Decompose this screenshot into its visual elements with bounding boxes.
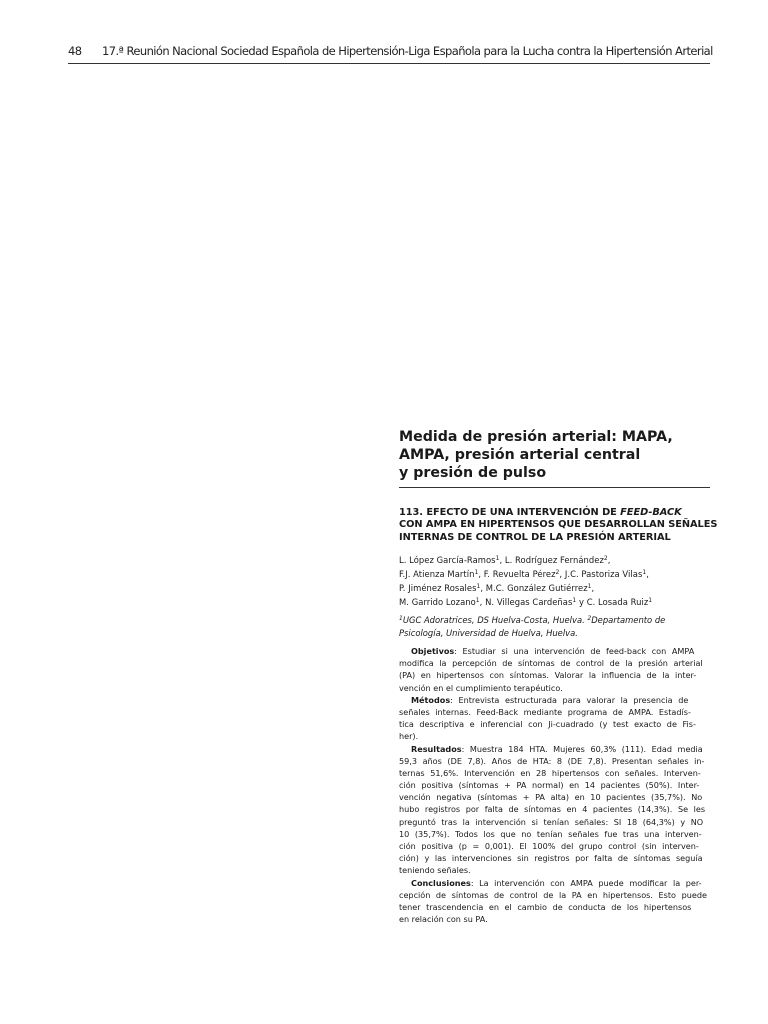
- body-line: [399, 718, 710, 730]
- abstract-title-text: CON AMPA EN HIPERTENSOS QUE DESARROLLAN SEÑALES: [399, 519, 718, 531]
- affiliation-marker: 1: [642, 569, 647, 576]
- header-rule: [68, 63, 710, 64]
- author-name: , J.C. Pastoriza Vilas: [559, 569, 643, 579]
- author-name: , N. Villegas Cardeñas: [479, 597, 573, 607]
- body-line: [399, 864, 710, 876]
- affiliation-marker: 1: [648, 597, 653, 604]
- author-line: [399, 567, 710, 581]
- body-text: vención negativa (síntomas + PA alta) en 10 pacientes (35,7%). No: [399, 792, 703, 803]
- affiliation-marker: 2: [587, 615, 592, 622]
- body-line: [399, 779, 710, 791]
- body-line: [399, 852, 710, 864]
- body-line: [399, 803, 710, 815]
- body-text: ción) y las intervenciones sin registros por falta de síntomas seguía: [399, 853, 703, 864]
- body-text: señales internas. Feed-Back mediante programa de AMPA. Estadís-: [399, 706, 691, 717]
- body-line: [399, 901, 710, 913]
- section-title-line: y presión de pulso: [399, 465, 547, 481]
- affiliation-marker: 1: [572, 597, 577, 604]
- section-title-line: Medida de presión arterial: MAPA,: [399, 429, 673, 445]
- body-text: 59,3 años (DE 7,8). Años de HTA: 8 (DE 7,8). Presentan señales in-: [399, 755, 705, 766]
- body-line: [399, 682, 710, 694]
- body-text: modifica la percepción de síntomas de control de la presión arterial: [399, 658, 703, 669]
- body-line: [399, 657, 710, 669]
- abstract-title-text: INTERNAS DE CONTROL DE LA PRESIÓN ARTERIAL: [399, 531, 671, 543]
- body-text: cepción de síntomas de control de la PA en hipertensos. Esto puede: [399, 889, 707, 900]
- author-name: P. Jiménez Rosales: [399, 583, 477, 593]
- section-title-line: AMPA, presión arterial central: [399, 447, 641, 463]
- body-text: hubo registros por falta de síntomas en 4 pacientes (14,3%). Se les: [399, 804, 706, 815]
- affiliation-text: Psicología, Universidad de Huelva, Huelva.: [399, 627, 578, 638]
- body-line: [399, 877, 710, 889]
- running-title: 17.ª Reunión Nacional Sociedad Española de Hipertensión-Liga Española para la Lucha contra la Hipertensión Arterial: [102, 44, 713, 58]
- affiliation-marker: 1: [474, 569, 479, 576]
- body-text: teniendo señales.: [399, 865, 471, 876]
- body-line: [399, 791, 710, 803]
- author-name: , F. Revuelta Pérez: [478, 569, 556, 579]
- abstract-title-text: 113. EFECTO DE UNA INTERVENCIÓN DE: [399, 507, 621, 518]
- body-text: en relación con su PA.: [399, 914, 488, 925]
- affiliation-marker: 2: [555, 569, 560, 576]
- body-line: [399, 913, 710, 925]
- author-name: , L. Rodríguez Fernández: [499, 555, 604, 565]
- abstract-title-italic: FEED-BACK: [620, 507, 682, 518]
- section-label: Métodos: [411, 694, 451, 705]
- body-line: [399, 645, 710, 657]
- body-text: : Entrevista estructurada para valorar la presencia de: [450, 694, 689, 705]
- section-label: Objetivos: [411, 646, 455, 656]
- affiliation-marker: 1: [476, 583, 481, 590]
- affiliation-marker: 1: [495, 555, 500, 562]
- section-title: [399, 428, 710, 482]
- affiliation-text: Departamento de: [591, 615, 666, 625]
- body-line: [399, 889, 710, 901]
- affiliation-marker: 1: [475, 597, 480, 604]
- body-line: [399, 816, 710, 828]
- affiliation-marker: 2: [603, 555, 608, 562]
- author-name: F.J. Atienza Martín: [399, 569, 475, 579]
- body-text: ción positiva (síntomas + PA normal) en 14 pacientes (50%). Inter-: [399, 780, 700, 791]
- body-line: [399, 840, 710, 852]
- author-name: ,: [607, 555, 611, 565]
- author-name: y C. Losada Ruiz: [576, 597, 649, 607]
- body-text: (PA) en hipertensos con síntomas. Valorar la influencia de la inter-: [399, 670, 697, 681]
- body-text: : La intervención con AMPA puede modificar la per-: [470, 877, 702, 888]
- affiliation-line: [399, 627, 710, 640]
- body-line: [399, 828, 710, 840]
- author-name: L. López García-Ramos: [399, 555, 496, 565]
- body-text: 10 (35,7%). Todos los que no tenían señales fue tras una interven-: [399, 828, 702, 839]
- affiliation-line: [399, 614, 710, 627]
- affiliation-marker: 1: [587, 583, 592, 590]
- section-label: Conclusiones: [411, 877, 471, 888]
- body-line: [399, 743, 710, 755]
- body-line: [399, 706, 710, 718]
- abstract-body: [399, 645, 710, 925]
- body-text: : Estudiar si una intervención de feed-back con AMPA: [454, 646, 695, 656]
- body-text: tica descriptiva e inferencial con Ji-cuadrado (y test exacto de Fis-: [399, 719, 696, 730]
- author-line: [399, 581, 710, 595]
- author-name: ,: [591, 583, 595, 593]
- author-name: ,: [646, 569, 649, 579]
- body-text: her).: [399, 731, 419, 742]
- body-line: [399, 669, 710, 681]
- body-line: [399, 694, 710, 706]
- section-label: Resultados: [411, 743, 462, 754]
- affiliation-text: UGC Adoratrices, DS Huelva-Costa, Huelva.: [402, 615, 588, 625]
- author-line: [399, 595, 710, 609]
- abstract-title: [399, 507, 718, 544]
- body-text: : Muestra 184 HTA. Mujeres 60,3% (111). Edad media: [461, 743, 703, 754]
- body-text: vención en el cumplimiento terapéutico.: [399, 682, 563, 693]
- body-line: [399, 755, 710, 767]
- affiliation-marker: 1: [399, 615, 403, 622]
- body-text: preguntó tras la intervención si tenían señales: SI 18 (64,3%) y NO: [399, 816, 704, 827]
- body-text: ción positiva (p = 0,001). El 100% del grupo control (sin interven-: [399, 841, 699, 851]
- body-text: tener trascendencia en el cambio de conducta de los hipertensos: [399, 901, 692, 912]
- page-number: 48: [68, 44, 82, 58]
- author-list: [399, 553, 710, 609]
- author-name: , M.C. González Gutiérrez: [480, 583, 588, 593]
- body-text: ternas 51,6%. Intervención en 28 hipertensos con señales. Interven-: [399, 767, 701, 778]
- affiliations: [399, 614, 710, 639]
- author-line: [399, 553, 710, 567]
- section-rule: [399, 487, 710, 488]
- running-header: [68, 44, 713, 58]
- body-line: [399, 730, 710, 742]
- body-line: [399, 767, 710, 779]
- author-name: M. Garrido Lozano: [399, 597, 476, 607]
